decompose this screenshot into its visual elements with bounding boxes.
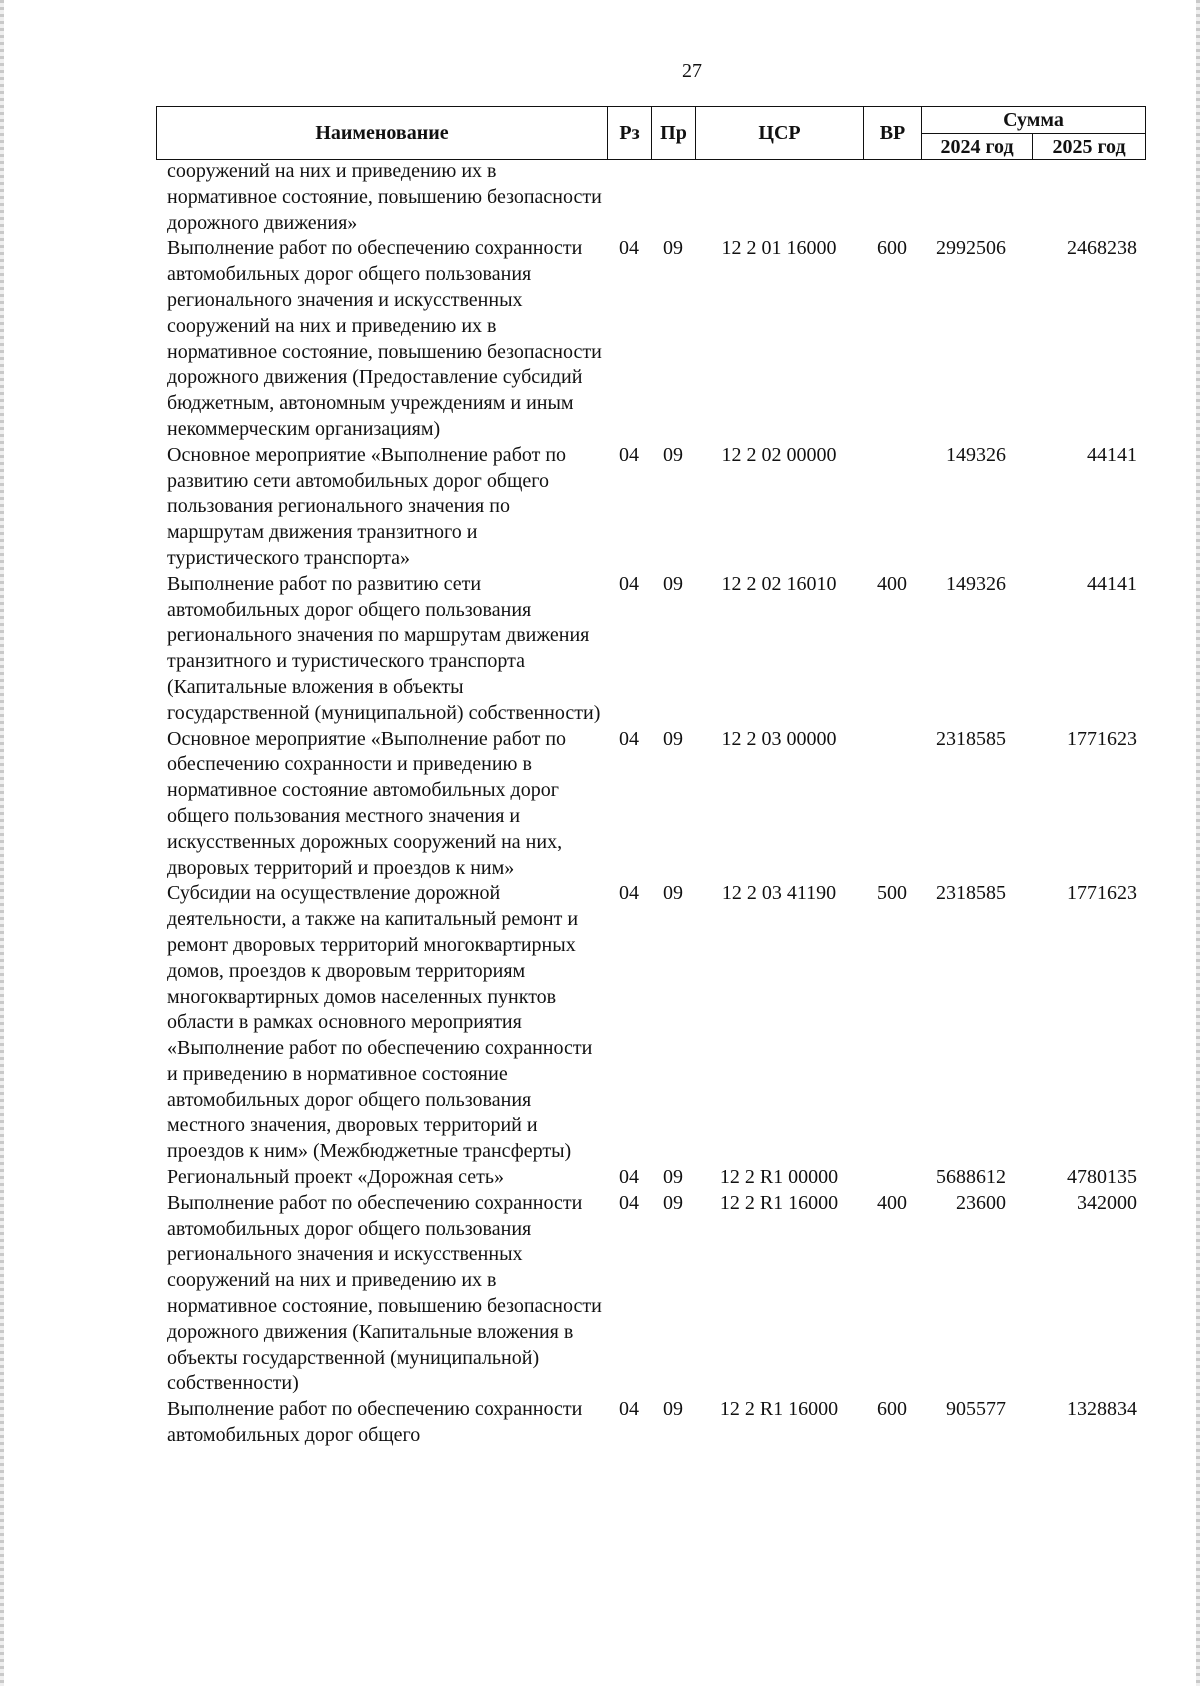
- row-vr: [863, 727, 921, 882]
- row-amount-2024: 2992506: [936, 237, 1006, 260]
- row-amount-2025: 1771623: [1067, 727, 1137, 750]
- row-csr: 12 2 02 00000: [721, 443, 837, 466]
- row-pr: [651, 159, 695, 236]
- row-pr: 09: [663, 1166, 683, 1189]
- row-csr: 12 2 01 16000: [721, 237, 837, 260]
- row-amount-2024: 23600: [956, 1191, 1006, 1214]
- row-csr: 12 2 R1 16000: [719, 1191, 839, 1214]
- row-vr: [863, 159, 921, 236]
- row-rz: [607, 159, 651, 236]
- row-name: Выполнение работ по обеспечению сохранности автомобильных дорог общего пользования регионального значения и искусственных сооружений на них и приведению их в нормативное состояние, повышению безопасности дорожного движения (Предоставление субсидий бюджетным, автономным учреждениям и иным некоммерческим организациям): [167, 237, 602, 440]
- row-amount-2024: 149326: [946, 572, 1006, 595]
- row-pr: 09: [663, 572, 683, 595]
- row-vr: [863, 1165, 921, 1191]
- row-name: Субсидии на осуществление дорожной деятельности, а также на капитальный ремонт и ремонт дворовых территорий многоквартирных домов, проездов к дворовым территориям многоквартирных домов населенных пунктов области в рамках основного мероприятия «Выполнение работ по обеспечению сохранности и приведению в нормативное состояние автомобильных дорог общего пользования местного значения, дворовых территорий и проездов к ним» (Межбюджетные трансферты): [167, 882, 593, 1163]
- row-csr: [695, 159, 863, 236]
- row-amount-2025: 1328834: [1067, 1398, 1137, 1421]
- header-rz: Рз: [608, 107, 652, 160]
- row-rz: 04: [619, 443, 639, 466]
- table-row: [156, 572, 1145, 727]
- row-amount-2024: 905577: [946, 1398, 1006, 1421]
- row-rz: 04: [619, 1166, 639, 1189]
- row-amount-2024: 149326: [946, 443, 1006, 466]
- row-csr: 12 2 R1 00000: [719, 1166, 839, 1189]
- row-csr: 12 2 03 41190: [721, 882, 837, 905]
- row-name: Основное мероприятие «Выполнение работ по развитию сети автомобильных дорог общего пользования регионального значения по маршрутам движения транзитного и туристического транспорта»: [167, 443, 567, 569]
- scan-edge-right: [1196, 0, 1200, 1686]
- row-amount-2025: 4780135: [1067, 1166, 1137, 1189]
- row-csr: 12 2 R1 16000: [719, 1398, 839, 1421]
- row-rz: 04: [619, 727, 639, 750]
- scan-edge-left: [0, 0, 4, 1686]
- row-name: Региональный проект «Дорожная сеть»: [167, 1166, 504, 1189]
- row-vr: 500: [877, 882, 907, 905]
- header-year-2024: 2024 год: [922, 134, 1033, 160]
- page-number: 27: [682, 60, 702, 82]
- row-amount-2024: [921, 159, 1032, 236]
- row-vr: 600: [877, 237, 907, 260]
- header-sum: Сумма: [922, 107, 1146, 134]
- row-pr: 09: [663, 443, 683, 466]
- row-vr: 600: [877, 1398, 907, 1421]
- row-rz: 04: [619, 237, 639, 260]
- row-name: Выполнение работ по обеспечению сохранности автомобильных дорог общего: [167, 1398, 583, 1447]
- header-csr: ЦСР: [696, 107, 864, 160]
- table-row: [156, 881, 1145, 1165]
- row-name: Выполнение работ по обеспечению сохранности автомобильных дорог общего пользования регионального значения и искусственных сооружений на них и приведению их в нормативное состояние, повышению безопасности дорожного движения (Капитальные вложения в объекты государственной (муниципальной) собственности): [167, 1191, 602, 1395]
- row-vr: 400: [877, 572, 907, 595]
- row-csr: 12 2 02 16010: [721, 572, 837, 595]
- row-amount-2024: 5688612: [936, 1166, 1006, 1189]
- row-rz: 04: [619, 572, 639, 595]
- row-pr: 09: [663, 882, 683, 905]
- table-row: [156, 727, 1145, 882]
- row-amount-2025: 2468238: [1067, 237, 1137, 260]
- row-name: Выполнение работ по развитию сети автомобильных дорог общего пользования регионального значения по маршрутам движения транзитного и туристического транспорта (Капитальные вложения в объекты государственной (муниципальной) собственности): [167, 572, 601, 724]
- header-pr: Пр: [652, 107, 696, 160]
- table-row: [156, 1191, 1145, 1397]
- header-year-2025: 2025 год: [1033, 134, 1146, 160]
- row-rz: 04: [619, 1398, 639, 1421]
- row-pr: 09: [663, 1191, 683, 1214]
- budget-table: [156, 159, 1145, 1449]
- row-pr: 09: [663, 1398, 683, 1421]
- table-row: [156, 159, 1145, 236]
- row-amount-2025: 44141: [1087, 572, 1137, 595]
- header-vr: ВР: [864, 107, 922, 160]
- row-rz: 04: [619, 882, 639, 905]
- row-amount-2025: 1771623: [1067, 882, 1137, 905]
- row-vr: [863, 443, 921, 572]
- row-amount-2025: [1032, 159, 1145, 236]
- row-amount-2024: 2318585: [936, 727, 1006, 750]
- table-header: [156, 106, 1146, 160]
- row-rz: 04: [619, 1191, 639, 1214]
- row-amount-2025: 44141: [1087, 443, 1137, 466]
- row-name: сооружений на них и приведению их в нормативное состояние, повышению безопасности дорожного движения»: [167, 160, 602, 234]
- row-pr: 09: [663, 727, 683, 750]
- table-row: [156, 443, 1145, 572]
- row-csr: 12 2 03 00000: [721, 727, 837, 750]
- table-row: [156, 1165, 1145, 1191]
- row-amount-2025: 342000: [1077, 1191, 1137, 1214]
- row-amount-2024: 2318585: [936, 882, 1006, 905]
- row-vr: 400: [877, 1191, 907, 1214]
- table-row: [156, 1397, 1145, 1449]
- row-name: Основное мероприятие «Выполнение работ по обеспечению сохранности и приведению в нормативное состояние автомобильных дорог общего пользования местного значения и искусственных дорожных сооружений на них, дворовых территорий и проездов к ним»: [167, 727, 567, 879]
- row-pr: 09: [663, 237, 683, 260]
- header-name: Наименование: [157, 107, 608, 160]
- table-row: [156, 236, 1145, 442]
